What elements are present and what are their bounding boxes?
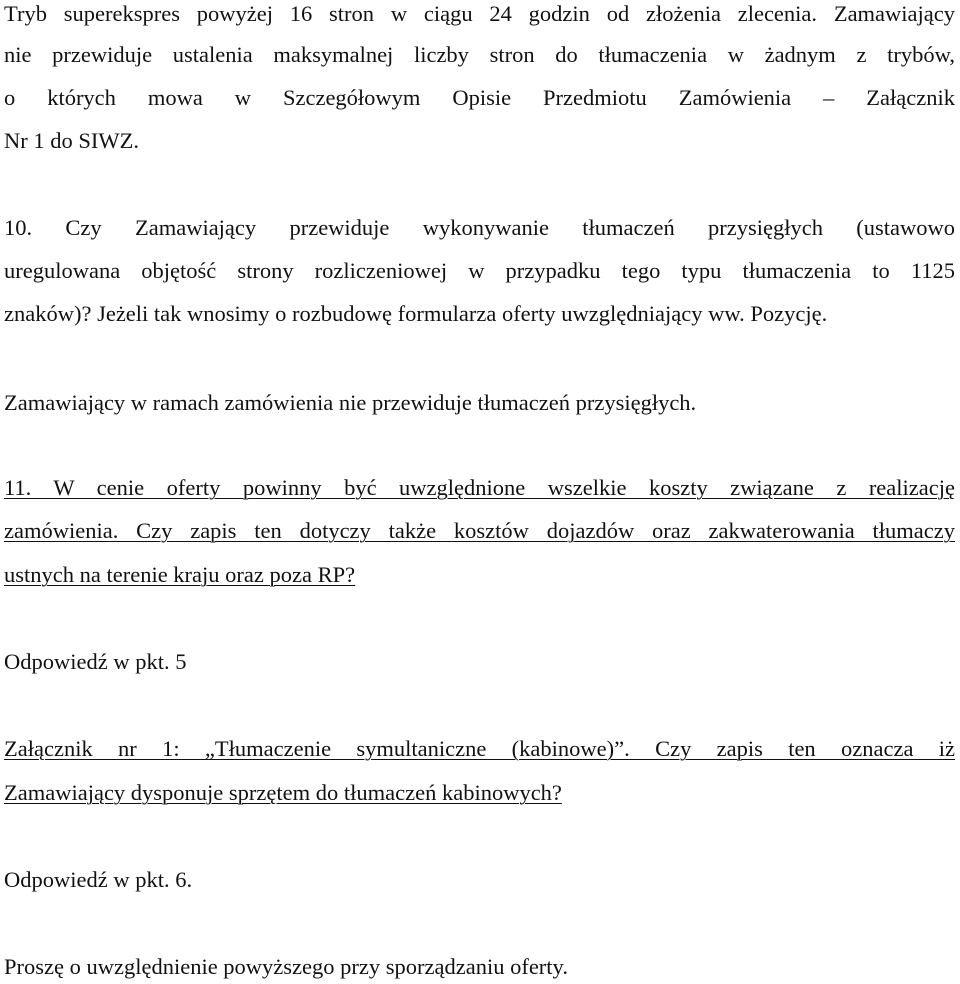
attachment-question-line-2-wrapper xyxy=(4,779,955,807)
question-11-line-2: zamówienia. Czy zapis ten dotyczy także kosztów dojazdów oraz zakwaterowania tłumaczy xyxy=(4,518,955,543)
question-11-line-1: 11. W cenie oferty powinny być uwzględnione wszelkie koszty związane z realizację xyxy=(4,475,955,500)
intro-line-1: Tryb superekspres powyżej 16 stron w ciągu 24 godzin od złożenia zlecenia. Zamawiający xyxy=(4,1,955,26)
question-11-answer: Odpowiedź w pkt. 5 xyxy=(4,649,187,674)
question-11-line-3: ustnych na terenie kraju oraz poza RP? xyxy=(4,562,356,587)
attachment-question-line-2: Zamawiający dysponuje sprzętem do tłumaczeń kabinowych? xyxy=(4,780,562,805)
intro-line-3: o których mowa w Szczegółowym Opisie Przedmiotu Zamówienia – Załącznik xyxy=(4,85,955,110)
question-10-line-2: uregulowana objętość strony rozliczeniowej w przypadku tego typu tłumaczenia to 1125 xyxy=(4,258,955,283)
question-10-line-3: znaków)? Jeżeli tak wnosimy o rozbudowę formularza oferty uwzględniający ww. Pozycję. xyxy=(4,301,828,326)
question-11-line-3-wrapper xyxy=(4,561,955,589)
question-10-line-1: 10. Czy Zamawiający przewiduje wykonywanie tłumaczeń przysięgłych (ustawowo xyxy=(4,215,955,240)
intro-line-4: Nr 1 do SIWZ. xyxy=(4,128,139,153)
attachment-answer: Odpowiedź w pkt. 6. xyxy=(4,867,193,892)
intro-line-2: nie przewiduje ustalenia maksymalnej liczby stron do tłumaczenia w żadnym z trybów, xyxy=(4,42,955,67)
attachment-question-line-1: Załącznik nr 1: „Tłumaczenie symultaniczne (kabinowe)”. Czy zapis ten oznacza iż xyxy=(4,736,955,761)
closing-sentence: Proszę o uwzględnienie powyższego przy sporządzaniu oferty. xyxy=(4,954,568,979)
question-10-answer: Zamawiający w ramach zamówienia nie przewiduje tłumaczeń przysięgłych. xyxy=(4,390,697,415)
